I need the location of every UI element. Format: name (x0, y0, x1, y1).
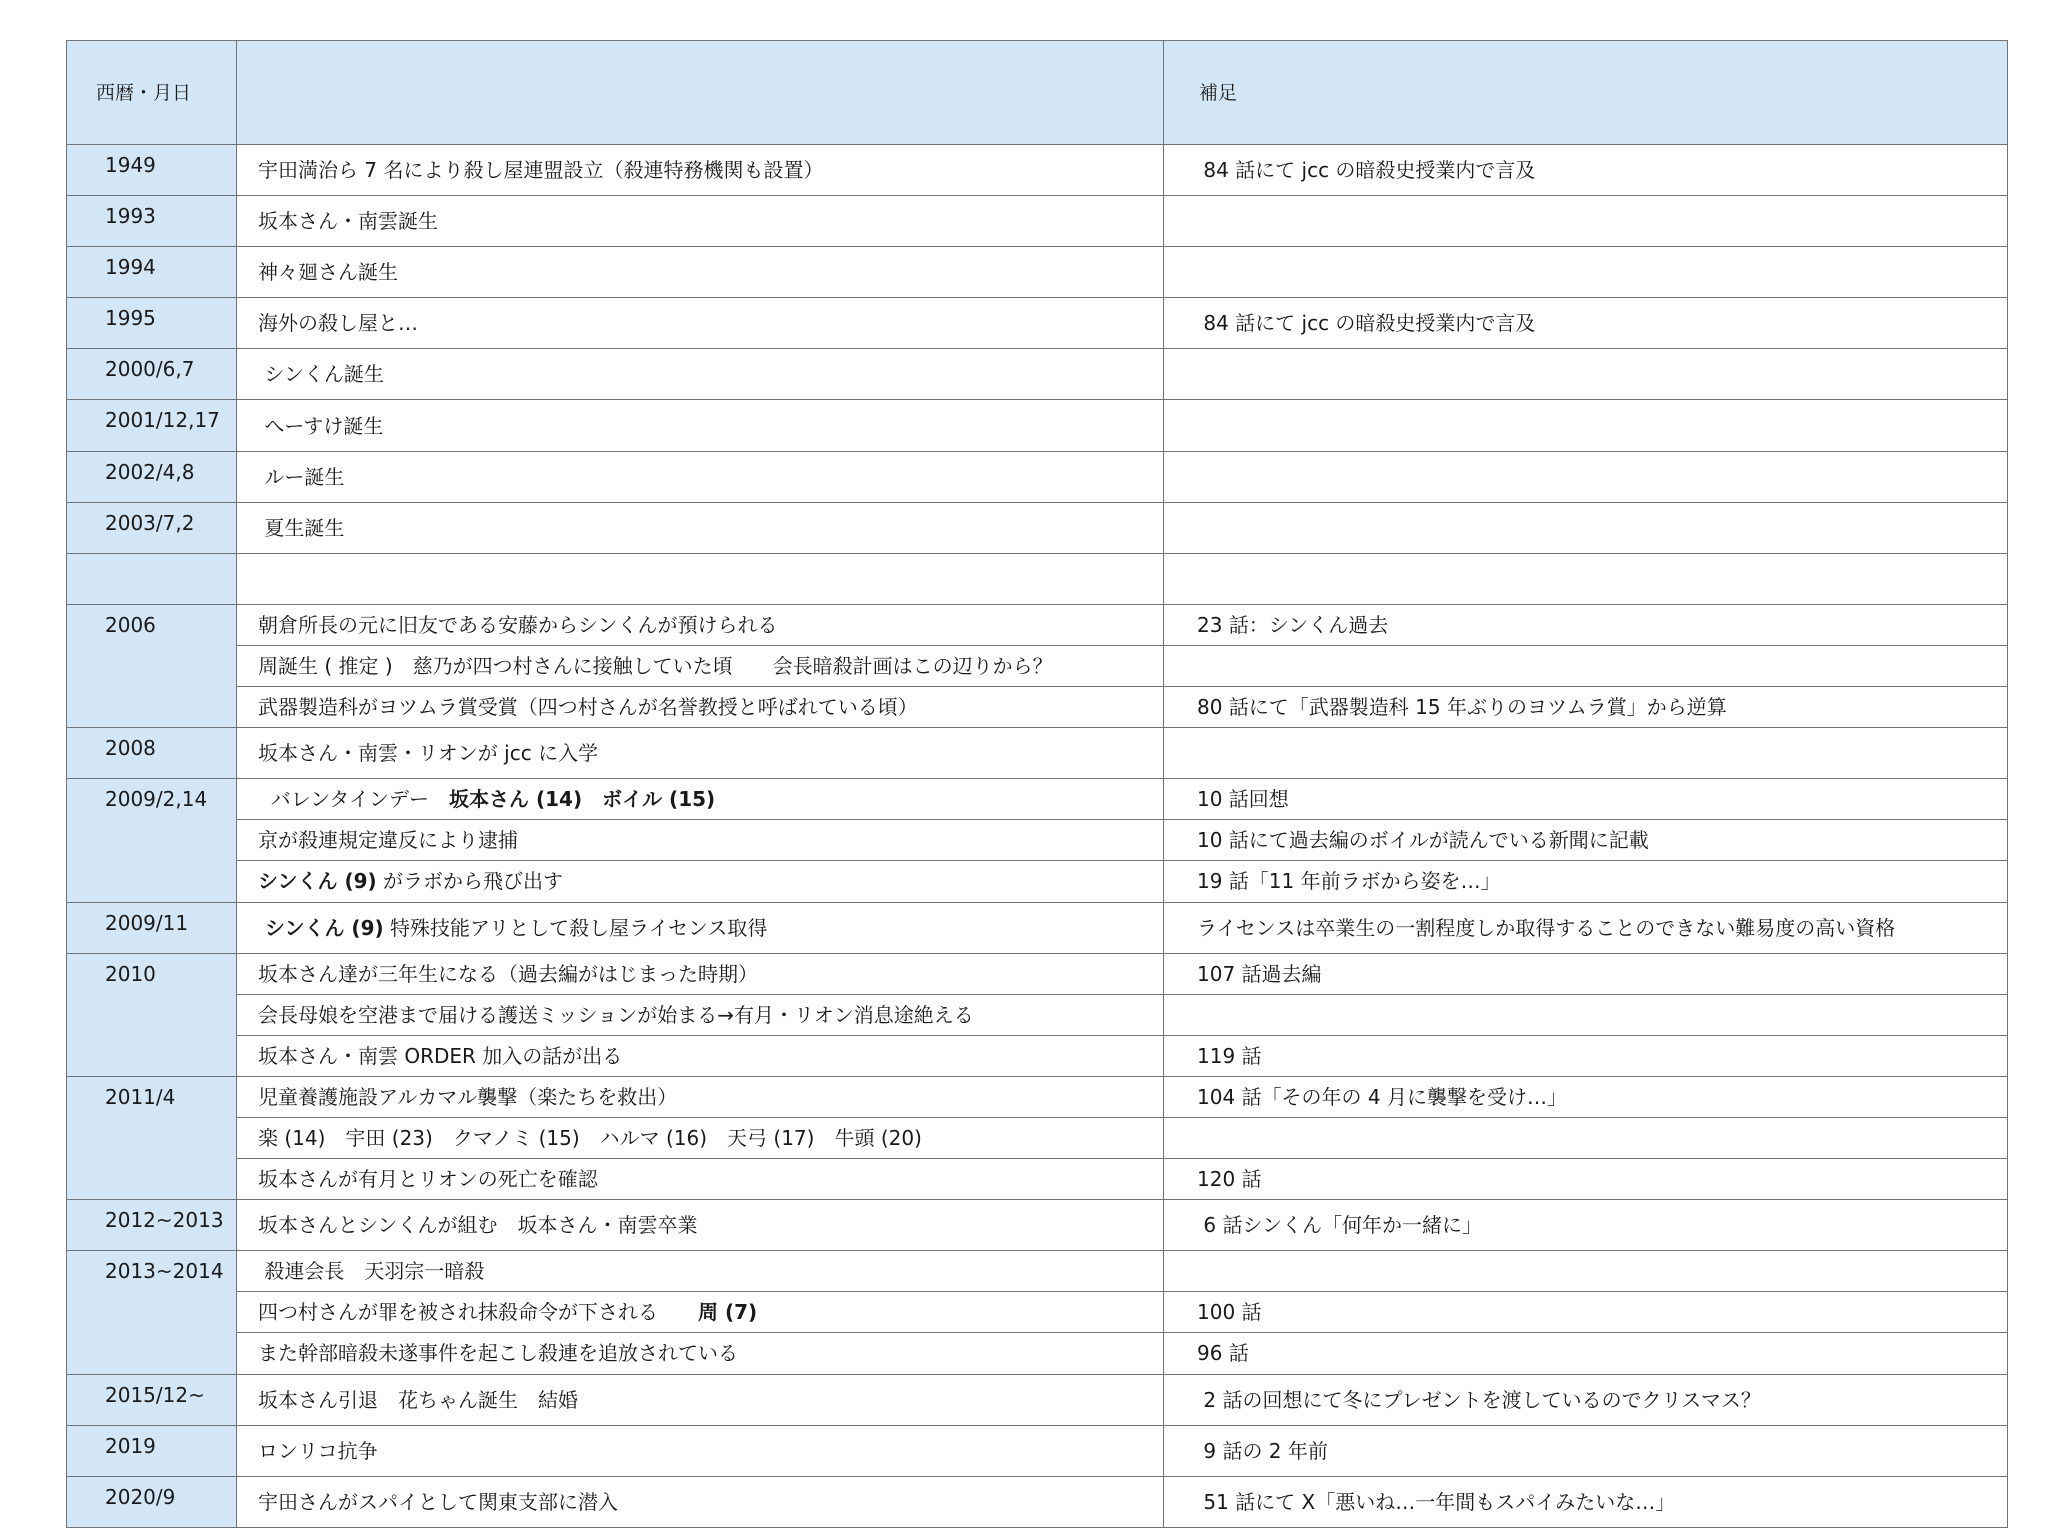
timeline-body (67, 145, 2008, 1528)
year-cell: 2013~2014 (67, 1251, 237, 1374)
note-cell: 120 話 (1164, 1159, 2008, 1200)
event-cell: ロンリコ抗争 (237, 1425, 1164, 1476)
event-cell: 京が殺連規定違反により逮捕 (237, 820, 1164, 861)
table-row (67, 687, 2008, 728)
table-row (67, 953, 2008, 994)
year-cell: 2002/4,8 (67, 451, 237, 502)
event-cell (237, 1292, 1164, 1333)
event-cell: 坂本さんが有月とリオンの死亡を確認 (237, 1159, 1164, 1200)
note-cell (1164, 1251, 2008, 1292)
table-row (67, 1200, 2008, 1251)
event-cell: 楽 (14) 宇田 (23) クマノミ (15) ハルマ (16) 天弓 (17) 牛頭 (20) (237, 1117, 1164, 1158)
event-cell (237, 861, 1164, 902)
note-cell: 19 話「11 年前ラボから姿を…」 (1164, 861, 2008, 902)
note-cell (1164, 196, 2008, 247)
header-row (67, 41, 2008, 145)
year-cell: 2003/7,2 (67, 502, 237, 553)
table-row (67, 994, 2008, 1035)
table-row (67, 1251, 2008, 1292)
year-cell: 2020/9 (67, 1476, 237, 1527)
event-cell: 朝倉所長の元に旧友である安藤からシンくんが預けられる (237, 604, 1164, 645)
table-row (67, 502, 2008, 553)
note-cell: 2 話の回想にて冬にプレゼントを渡しているのでクリスマス？ (1164, 1374, 2008, 1425)
event-cell: 武器製造科がヨツムラ賞受賞（四つ村さんが名誉教授と呼ばれている頃） (237, 687, 1164, 728)
table-row (67, 1076, 2008, 1117)
event-text-part: シンくん (9) (258, 915, 384, 940)
note-cell (1164, 553, 2008, 604)
table-row (67, 247, 2008, 298)
note-cell (1164, 451, 2008, 502)
year-cell: 2010 (67, 953, 237, 1076)
table-row (67, 145, 2008, 196)
year-cell: 2012~2013 (67, 1200, 237, 1251)
event-cell: 会長母娘を空港まで届ける護送ミッションが始まる→有月・リオン消息途絶える (237, 994, 1164, 1035)
year-cell: 1995 (67, 298, 237, 349)
event-text-part: バレンタインデー (258, 787, 450, 812)
note-cell: 10 話回想 (1164, 779, 2008, 820)
table-row (67, 400, 2008, 451)
event-cell (237, 902, 1164, 953)
year-cell: 1993 (67, 196, 237, 247)
event-text-part: 周 (7) (698, 1300, 758, 1325)
table-row (67, 728, 2008, 779)
note-cell: 119 話 (1164, 1035, 2008, 1076)
event-cell: ルー誕生 (237, 451, 1164, 502)
table-row (67, 902, 2008, 953)
event-cell: 坂本さん・南雲 ORDER 加入の話が出る (237, 1035, 1164, 1076)
table-row (67, 1425, 2008, 1476)
table-row (67, 1159, 2008, 1200)
event-cell: 宇田満治ら 7 名により殺し屋連盟設立（殺連特務機関も設置） (237, 145, 1164, 196)
year-cell: 2015/12~ (67, 1374, 237, 1425)
table-row (67, 1035, 2008, 1076)
event-cell: 坂本さんとシンくんが組む 坂本さん・南雲卒業 (237, 1200, 1164, 1251)
note-cell: 51 話にて X「悪いね…一年間もスパイみたいな…」 (1164, 1476, 2008, 1527)
timeline-table (66, 40, 2008, 1528)
event-cell: また幹部暗殺未遂事件を起こし殺連を追放されている (237, 1333, 1164, 1374)
event-cell: 坂本さん達が三年生になる（過去編がはじまった時期） (237, 953, 1164, 994)
event-cell: シンくん誕生 (237, 349, 1164, 400)
header-event (237, 41, 1164, 145)
year-cell: 2009/2,14 (67, 779, 237, 902)
event-cell: 神々廻さん誕生 (237, 247, 1164, 298)
note-cell: 96 話 (1164, 1333, 2008, 1374)
event-text-part: シンくん (9) (258, 869, 377, 894)
event-cell: 夏生誕生 (237, 502, 1164, 553)
note-cell: 107 話過去編 (1164, 953, 2008, 994)
event-cell: 児童養護施設アルカマル襲撃（楽たちを救出） (237, 1076, 1164, 1117)
note-cell (1164, 994, 2008, 1035)
event-text-part: がラボから飛び出す (376, 869, 564, 894)
note-cell: 9 話の 2 年前 (1164, 1425, 2008, 1476)
event-cell (237, 553, 1164, 604)
note-cell: 23 話：シンくん過去 (1164, 604, 2008, 645)
year-cell: 1949 (67, 145, 237, 196)
note-cell (1164, 728, 2008, 779)
event-cell: 海外の殺し屋と… (237, 298, 1164, 349)
event-cell: 周誕生 ( 推定 ) 慈乃が四つ村さんに接触していた頃 会長暗殺計画はこの辺りから？ (237, 645, 1164, 686)
year-cell: 2008 (67, 728, 237, 779)
note-cell: 84 話にて jcc の暗殺史授業内で言及 (1164, 145, 2008, 196)
header-date: 西暦・月日 (67, 41, 237, 145)
event-cell (237, 779, 1164, 820)
table-row (67, 779, 2008, 820)
note-cell (1164, 502, 2008, 553)
year-cell: 2000/6,7 (67, 349, 237, 400)
note-cell (1164, 400, 2008, 451)
note-cell: ライセンスは卒業生の一割程度しか取得することのできない難易度の高い資格 (1164, 902, 2008, 953)
table-row (67, 349, 2008, 400)
note-cell: 84 話にて jcc の暗殺史授業内で言及 (1164, 298, 2008, 349)
note-cell: 80 話にて「武器製造科 15 年ぶりのヨツムラ賞」から逆算 (1164, 687, 2008, 728)
event-text-part: 坂本さん (14) ボイル (15) (449, 787, 716, 812)
table-row (67, 1292, 2008, 1333)
table-row (67, 553, 2008, 604)
year-cell (67, 553, 237, 604)
note-cell: 10 話にて過去編のボイルが読んでいる新聞に記載 (1164, 820, 2008, 861)
table-row (67, 196, 2008, 247)
note-cell: 100 話 (1164, 1292, 2008, 1333)
event-cell: 殺連会長 天羽宗一暗殺 (237, 1251, 1164, 1292)
year-cell: 2001/12,17 (67, 400, 237, 451)
note-cell (1164, 1117, 2008, 1158)
table-row (67, 451, 2008, 502)
table-row (67, 1333, 2008, 1374)
note-cell: 6 話シンくん「何年か一緒に」 (1164, 1200, 2008, 1251)
event-cell: 坂本さん・南雲・リオンが jcc に入学 (237, 728, 1164, 779)
year-cell: 2019 (67, 1425, 237, 1476)
event-text-part: 特殊技能アリとして殺し屋ライセンス取得 (383, 915, 768, 940)
table-row (67, 1476, 2008, 1527)
event-cell: 坂本さん・南雲誕生 (237, 196, 1164, 247)
event-cell: へーすけ誕生 (237, 400, 1164, 451)
table-row (67, 1117, 2008, 1158)
note-cell (1164, 247, 2008, 298)
event-cell: 坂本さん引退 花ちゃん誕生 結婚 (237, 1374, 1164, 1425)
year-cell: 1994 (67, 247, 237, 298)
year-cell: 2011/4 (67, 1076, 237, 1199)
year-cell: 2006 (67, 604, 237, 727)
event-cell: 宇田さんがスパイとして関東支部に潜入 (237, 1476, 1164, 1527)
note-cell (1164, 645, 2008, 686)
table-row (67, 1374, 2008, 1425)
table-row (67, 604, 2008, 645)
note-cell: 104 話「その年の 4 月に襲撃を受け…」 (1164, 1076, 2008, 1117)
event-text-part: 四つ村さんが罪を被され抹殺命令が下される (258, 1300, 698, 1325)
note-cell (1164, 349, 2008, 400)
table-row (67, 861, 2008, 902)
header-note: 補足 (1164, 41, 2008, 145)
year-cell: 2009/11 (67, 902, 237, 953)
table-row (67, 645, 2008, 686)
table-row (67, 820, 2008, 861)
table-row (67, 298, 2008, 349)
